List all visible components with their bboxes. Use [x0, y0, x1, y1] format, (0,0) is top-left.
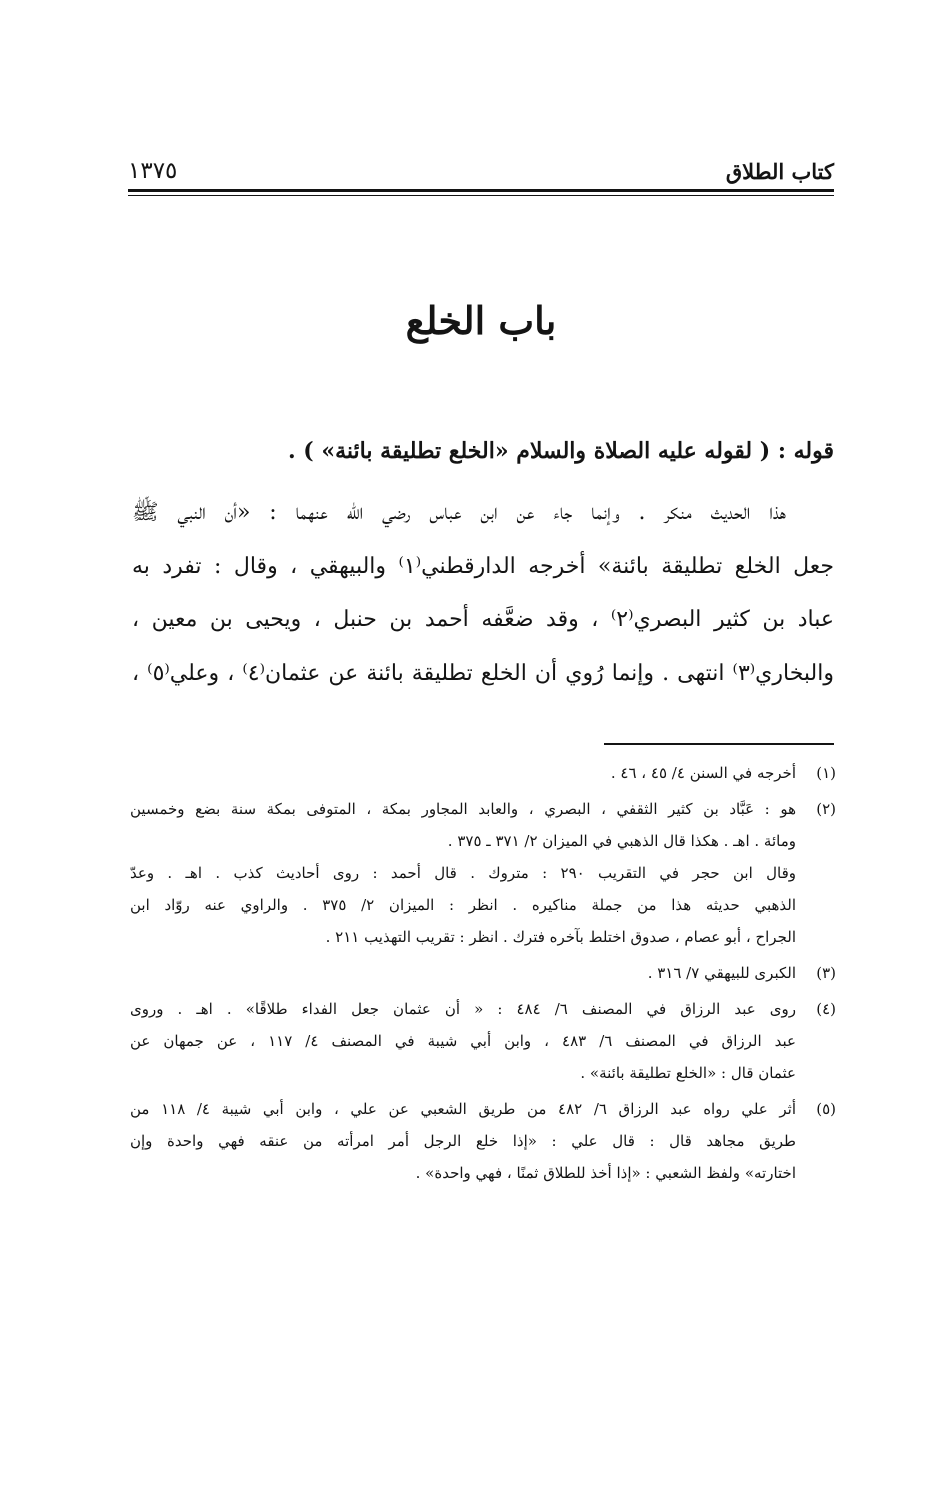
footnote-line: طريق مجاهد قال : قال علي : «إذا خلع الرجل أمر امرأته من عنقه فهي واحدة وإن	[130, 1132, 796, 1150]
footnote-1	[130, 757, 836, 789]
running-header-title: كتاب الطلاق	[725, 159, 834, 184]
footnote-2	[130, 793, 836, 953]
body-line: جعل الخلع تطليقة بائنة» أخرجه الدارقطني⁽١⁾ والبيهقي ، وقال : تفرد به	[132, 553, 834, 579]
body-line: هذا الحديث منكر . وإنما جاء عن ابن عباس رضي الله عنهما : «أن النبي ﷺ	[132, 500, 787, 525]
footnote-3	[130, 957, 836, 989]
footnote-line: عبد الرزاق في المصنف ٦/ ٤٨٣ ، وابن أبي شيبة في المصنف ٤/ ١١٧ ، عن جمهان عن	[130, 1032, 796, 1050]
footnote-line: ومائة . اهـ . هكذا قال الذهبي في الميزان ٢/ ٣٧١ ـ ٣٧٥ .	[447, 832, 796, 850]
header-rule-thin	[128, 195, 834, 196]
section-heading: قوله : ( لقوله عليه الصلاة والسلام «الخلع تطليقة بائنة» ) .	[287, 438, 834, 464]
footnote-line: عثمان قال : «الخلع تطليقة بائنة» .	[580, 1064, 796, 1082]
footnote-line: الذهبي حديثه هذا من جملة مناكيره . انظر : الميزان ٢/ ٣٧٥ . والراوي عنه روّاد ابن	[130, 896, 796, 914]
body-line: عباد بن كثير البصري⁽٢⁾ ، وقد ضعَّفه أحمد بن حنبل ، ويحيى بن معين ،	[132, 607, 834, 632]
footnote-line: هو : عَبَّاد بن كثير الثقفي ، البصري ، والعابد المجاور بمكة ، المتوفى بمكة سنة بضع وخمسين	[130, 800, 796, 818]
header-rule-thick	[128, 189, 834, 192]
footnote-line: وقال ابن حجر في التقريب ٢٩٠ : متروك . قال أحمد : روى أحاديث كذب . اهـ . وعدّ	[130, 864, 796, 882]
footnote-separator	[604, 743, 834, 745]
body-line: والبخاري⁽٣⁾ انتهى . وإنما رُوي أن الخلع تطليقة بائنة عن عثمان⁽٤⁾ ، وعلي⁽٥⁾ ،	[132, 660, 834, 686]
footnote-number: (٥)	[816, 1100, 836, 1118]
main-text	[132, 428, 834, 700]
footnotes	[130, 757, 836, 1193]
running-header	[128, 150, 834, 184]
footnote-line: الكبرى للبيهقي ٧/ ٣١٦ .	[647, 964, 796, 982]
chapter-title: باب الخلع	[405, 298, 557, 343]
footnote-5	[130, 1093, 836, 1189]
footnote-line: روى عبد الرزاق في المصنف ٦/ ٤٨٤ : « أن عثمان جعل الفداء طلاقًا» . اهـ . وروى	[130, 1000, 796, 1018]
footnote-line: الجراح ، أبو عصام ، صدوق اختلط بآخره فترك . انظر : تقريب التهذيب ٢١١ .	[325, 928, 796, 946]
footnote-number: (٢)	[816, 800, 836, 818]
footnote-line: اختارته» ولفظ الشعبي : «إذا أخذ للطلاق ثمنًا ، فهي واحدة» .	[415, 1164, 796, 1182]
footnote-number: (١)	[816, 764, 836, 782]
page-number: ١٣٧٥	[128, 158, 178, 184]
footnote-number: (٣)	[816, 964, 836, 982]
footnote-4	[130, 993, 836, 1089]
footnote-line: أثر علي رواه عبد الرزاق ٦/ ٤٨٢ من طريق الشعبي عن علي ، وابن أبي شيبة ٤/ ١١٨ من	[130, 1100, 796, 1118]
footnote-line: أخرجه في السنن ٤/ ٤٥ ، ٤٦ .	[610, 764, 796, 782]
footnote-number: (٤)	[816, 1000, 836, 1018]
